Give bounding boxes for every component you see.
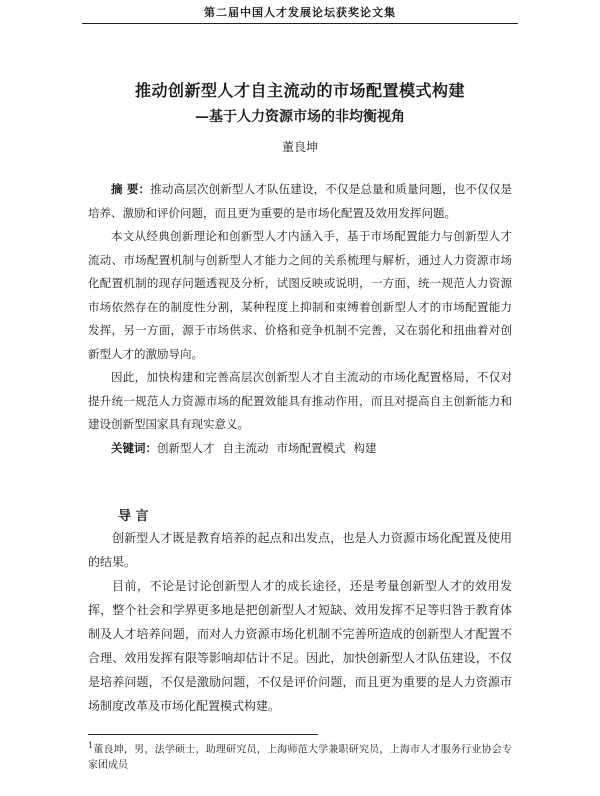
section-heading-introduction: 导 言 (118, 509, 149, 524)
abstract-text-1: 推动高层次创新型人才队伍建设，不仅是总量和质量问题，也不仅仅是培养、激励和评价问题，而且更为重要的是市场化配置及效用发挥问题。 (88, 182, 512, 220)
keyword-item: 市场配置模式 (276, 440, 346, 455)
running-header: 第二届中国人才发展论坛获奖论文集 (82, 4, 518, 24)
abstract-paragraph-3: 因此，加快构建和完善高层次创新型人才自主流动的市场化配置格局，不仅对提升统一规范人力资源市场的配置效能具有推动作用，而且对提高自主创新能力和建设创新型国家具有现实意义。 (88, 370, 512, 431)
paper-title: 推动创新型人才自主流动的市场配置模式构建 (134, 81, 465, 100)
footnote-text: 董良坤，男，法学硕士，助理研究员，上海师范大学兼职研究员，上海市人才服务行业协会专家团成员 (88, 744, 512, 772)
footnote-divider (88, 734, 318, 735)
keywords-line (88, 437, 512, 461)
keyword-item: 构建 (353, 440, 377, 455)
abstract-paragraph-2: 本文从经典创新理论和创新型人才内涵入手，基于市场配置能力与创新型人才流动、市场配置机制与创新型人才能力之间的关系梳理与解析，通过人力资源市场化配置机制的现存问题透视及分析，试图反映或说明，一方面，统一规范人力资源市场依然存在的制度性分割，某种程度上抑制和束缚着创新型人才的市场配置能力发挥，另一方面，源于市场供求、价格和竞争机制不完善，又在弱化和扭曲着对创新型人才的激励导向。 (88, 229, 512, 361)
intro-paragraph-1: 创新型人才既是教育培养的起点和出发点，也是人力资源市场化配置及使用的结果。 (88, 531, 512, 569)
keywords-label: 关键词： (111, 440, 157, 455)
keyword-item: 自主流动 (222, 440, 269, 455)
footnote-mark: 1 (88, 741, 94, 750)
abstract-paragraph-1 (88, 178, 512, 225)
introduction-section (88, 526, 512, 718)
author-name: 董良坤 (281, 140, 318, 154)
abstract-label: 摘 要： (111, 182, 151, 196)
footnote (88, 738, 512, 774)
keyword-item: 创新型人才 (157, 440, 215, 455)
abstract-section (88, 178, 512, 460)
intro-paragraph-2: 目前，不论是讨论创新型人才的成长途径，还是考量创新型人才的效用发挥，整个社会和学界更多地是把创新型人才短缺、效用发挥不足等归咎于教育体制及人才培养问题，而对人力资源市场化机制不完善所造成的创新型人才配置不合理、效用发挥有限等影响却估计不足。因此，加快创新型人才队伍建设，不仅是培养问题，不仅是激励问题，不仅是评价问题，而且更为重要的是人力资源市场制度改革及市场化配置模式构建。 (88, 579, 512, 713)
paper-subtitle: —基于人力资源市场的非均衡视角 (195, 109, 405, 125)
